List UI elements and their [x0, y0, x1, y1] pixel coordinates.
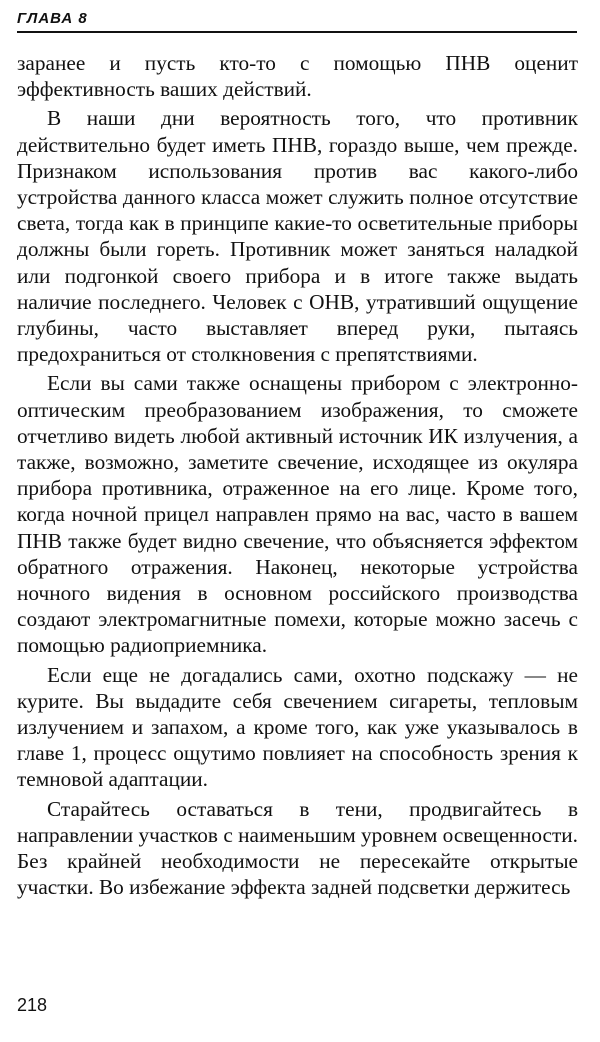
paragraph-stay-in-shadows: Старайтесь оставаться в тени, продвигайтесь в направлении участков с наименьшим уровнем освещенности. Без крайней необходимости не пересекайте открытые участки. Во избежание эффекта задней подсветки держитесь — [17, 796, 578, 900]
paragraph-nvd-signs: В наши дни вероятность того, что противник действительно будет иметь ПНВ, гораздо выше, чем прежде. Признаком использования против вас какого-либо устройства данного класса может служить полное отсутствие света, тогда как в принципе какие-то осветительные приборы должны были гореть. Противник может заняться наладкой или подгонкой своего прибора и в итоге также выдать наличие последнего. Человек с ОНВ, утративший ощущение глубины, часто выставляет вперед руки, пытаясь предохраниться от столкновения с препятствиями. — [17, 106, 578, 367]
paragraph-image-intensifier: Если вы сами также оснащены прибором с электронно-оптическим преобразованием изображения, то сможете отчетливо видеть любой активный источник ИК излучения, а также, возможно, заметите свечение, исходящее из окуляра прибора противника, отраженное на его лице. Кроме того, когда ночной прицел направлен прямо на вас, часто в вашем ПНВ также будет видно свечение, что объясняется эффектом обратного отражения. Наконец, некоторые устройства ночного видения в основном российского производства создают электромагнитные помехи, которые можно засечь с помощью радиоприемника. — [17, 371, 578, 658]
body-text — [17, 50, 578, 901]
header-rule — [17, 31, 577, 33]
paragraph-continued: заранее и пусть кто-то с помощью ПНВ оценит эффективность ваших действий. — [17, 51, 578, 102]
page-number: 218 — [17, 995, 48, 1015]
paragraph-no-smoking: Если еще не догадались сами, охотно подскажу — не курите. Вы выдадите себя свечением сигареты, тепловым излучением и запахом, а кроме того, как уже указывалось в главе 1, процесс ощутимо повлияет на способность зрения к темновой адаптации. — [17, 662, 578, 792]
chapter-label: ГЛАВА 8 — [17, 10, 88, 27]
page-header — [17, 8, 577, 34]
